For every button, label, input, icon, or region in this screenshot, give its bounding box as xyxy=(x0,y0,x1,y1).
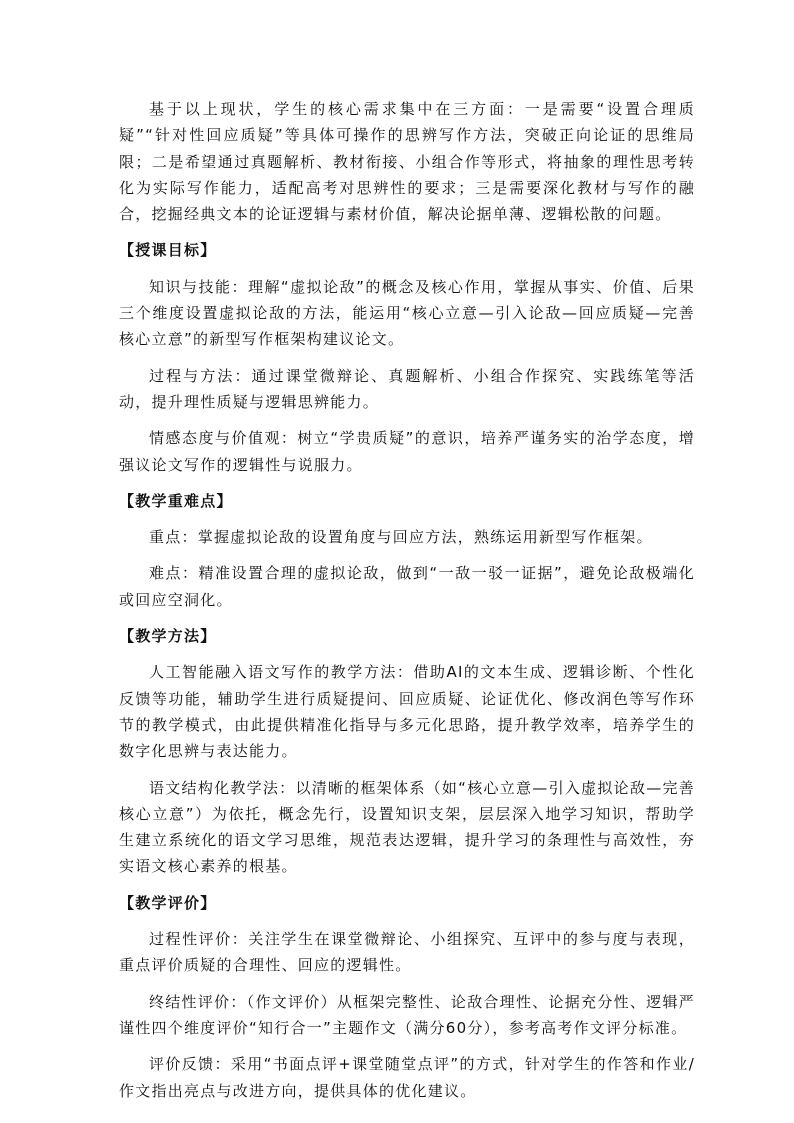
paragraph-text-line: 养的根基。 xyxy=(216,857,298,876)
paragraph-text-line: 统化的语文学习思维，规范表达逻辑，提升学习的条理性与高效性，夯实语文核心素 xyxy=(119,831,695,876)
paragraph-text-line: 评价反馈：采用“书面点评+课堂随堂点评”的方式，针对学生的作答和作业/作 xyxy=(119,1055,695,1100)
paragraph-text-line: 知识与技能：理解“虚拟论敌”的概念及核心作用，掌握从事实、价值、后果三 xyxy=(119,277,695,323)
paragraph-text-line: 文指出亮点与改进方向，提供具体的优化建议。 xyxy=(135,1081,477,1100)
section-heading: 【教学重难点】 xyxy=(119,491,233,510)
paragraph-text-line: 过程与方法：通过课堂微辩论、真题解析、小组合作探究、实践练笔等活动，提 xyxy=(119,366,695,411)
paragraph-text-line: 难点：精准设置合理的虚拟论敌，做到“一敌一驳一证据”，避免论敌极端化或 xyxy=(119,564,695,609)
paragraph-text-line: 重点：掌握虚拟论敌的设置角度与回应方法，熟练运用新型写作框架。 xyxy=(149,528,653,547)
paragraph-text-line: 等功能，辅助学生进行质疑提问、回应质疑、论证优化、修改润色等写作环节的教学 xyxy=(119,689,695,734)
paragraph-text-line: 过程性评价：关注学生在课堂微辩论、小组探究、互评中的参与度与表现，重点 xyxy=(119,930,695,975)
paragraph-text-line: 回应空洞化。 xyxy=(135,590,233,609)
section-heading: 【教学评价】 xyxy=(119,893,217,912)
section-heading: 【授课目标】 xyxy=(119,241,217,260)
body-paragraph xyxy=(119,524,695,560)
body-paragraph xyxy=(119,659,695,774)
paragraph-text-line: 人工智能融入语文写作的教学方法：借助AI的文本生成、逻辑诊断、个性化反馈 xyxy=(119,663,695,708)
paragraph-text-line: ，适配高考对思辨性的要求；三是需要深化教材与写作的融合，挖掘经典文本的论证 xyxy=(119,178,695,224)
paragraph-text-line: 评价质疑的合理性、回应的逻辑性。 xyxy=(151,956,412,975)
body-paragraph xyxy=(119,363,695,426)
body-paragraph xyxy=(119,775,695,890)
paragraph-text-line: 语文结构化教学法：以清晰的框架体系（如“核心立意—引入虚拟论敌—完善核 xyxy=(119,778,695,823)
paragraph-text-line: 升理性质疑与逻辑思辨能力。 xyxy=(167,392,380,411)
body-paragraph xyxy=(119,1051,695,1114)
paragraph-text-line: 终结性评价：（作文评价）从框架完整性、论敌合理性、论据充分性、逻辑严谨 xyxy=(119,992,695,1037)
document-body xyxy=(119,96,695,1114)
paragraph-text-line: 对性回应质疑”等具体可操作的思辨写作方法，突破正向论证的思维局限；二是希望 xyxy=(119,126,695,171)
body-paragraph xyxy=(119,425,695,488)
paragraph-text-line: 逻辑与素材价值，解决论据单薄、逻辑松散的问题。 xyxy=(297,205,672,224)
body-paragraph xyxy=(119,274,695,363)
paragraph-text-line: 模式，由此提供精准化指导与多元化思路，提升教学效率，培养学生的数字化思辨与 xyxy=(119,715,695,761)
paragraph-text-line: 议论文写作的逻辑性与说服力。 xyxy=(135,455,363,474)
body-paragraph xyxy=(119,96,695,237)
paragraph-text-line: 性四个维度评价“知行合一”主题作文（满分60分），参考高考作文评分标准。 xyxy=(135,1018,688,1037)
paragraph-text-line: 表达能力。 xyxy=(216,742,298,761)
paragraph-text-line: 心立意”）为依托，概念先行，设置知识支架，层层深入地学习知识，帮助学生建立系 xyxy=(119,804,695,850)
paragraph-text-line: 基于以上现状，学生的核心需求集中在三方面：一是需要“设置合理质疑”“针 xyxy=(119,100,695,145)
paragraph-text-line: 意”的新型写作框架构建议论文。 xyxy=(167,330,405,349)
paragraph-text-line: 个维度设置虚拟论敌的方法，能运用“核心立意—引入论敌—回应质疑—完善核心立 xyxy=(119,304,695,349)
section-heading: 【教学方法】 xyxy=(119,627,217,646)
paragraph-text-line: 通过真题解析、教材衔接、小组合作等形式，将抽象的理性思考转化为实际写作能力 xyxy=(119,152,695,197)
paragraph-text-line: 情感态度与价值观：树立“学贵质疑”的意识，培养严谨务实的治学态度，增强 xyxy=(119,429,695,474)
body-paragraph xyxy=(119,560,695,623)
body-paragraph xyxy=(119,926,695,989)
body-paragraph xyxy=(119,989,695,1052)
